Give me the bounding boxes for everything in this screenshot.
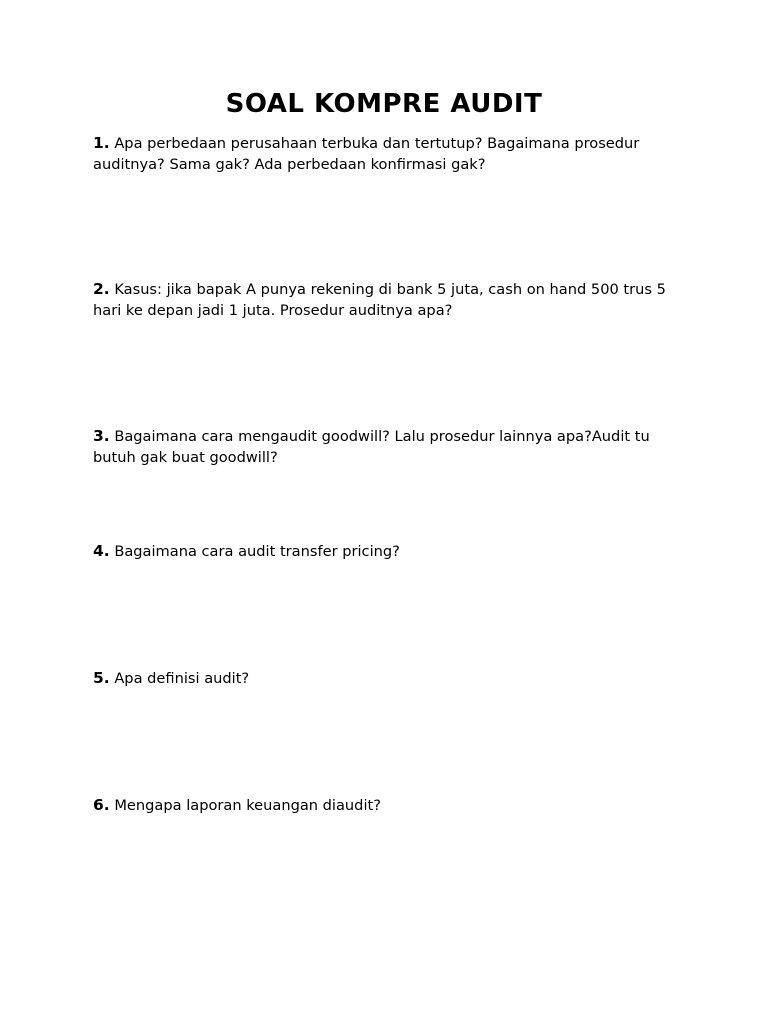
question-3 [93, 426, 683, 468]
question-number: 3. [93, 427, 110, 445]
question-number: 1. [93, 134, 110, 152]
question-4 [93, 541, 683, 562]
question-text: Bagaimana cara audit transfer pricing? [114, 543, 400, 560]
question-text: Apa perbedaan perusahaan terbuka dan tertutup? Bagaimana prosedur auditnya? Sama gak? Ada perbedaan konfirmasi gak? [93, 135, 640, 173]
question-number: 2. [93, 280, 110, 298]
question-text: Apa definisi audit? [114, 670, 250, 687]
question-number: 6. [93, 796, 110, 814]
question-5 [93, 668, 683, 689]
question-2 [93, 279, 683, 321]
question-1 [93, 133, 683, 175]
question-number: 4. [93, 542, 110, 560]
question-6 [93, 795, 683, 816]
question-text: Kasus: jika bapak A punya rekening di bank 5 juta, cash on hand 500 trus 5 hari ke depan jadi 1 juta. Prosedur auditnya apa? [93, 281, 666, 319]
question-text: Mengapa laporan keuangan diaudit? [114, 797, 381, 814]
question-number: 5. [93, 669, 110, 687]
document-title: SOAL KOMPRE AUDIT [225, 89, 543, 119]
question-text: Bagaimana cara mengaudit goodwill? Lalu prosedur lainnya apa?Audit tu butuh gak buat goodwill? [93, 428, 650, 466]
